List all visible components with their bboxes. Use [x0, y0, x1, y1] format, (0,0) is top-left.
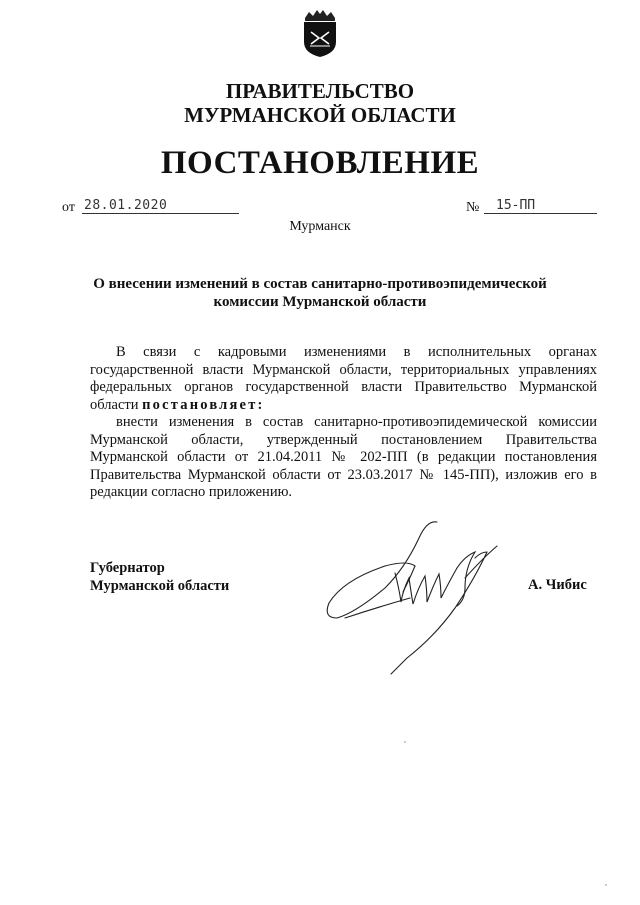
signatory-name: А. Чибис: [528, 577, 587, 593]
document-meta-row: [62, 198, 585, 218]
number-value: 15-ПП: [484, 198, 597, 214]
handwritten-signature: [315, 518, 515, 678]
signatory-title-line1: Губернатор: [90, 560, 165, 576]
document-body: [90, 344, 597, 502]
date-value: 28.01.2020: [82, 198, 239, 214]
document-subject: [90, 275, 550, 311]
subject-line1: О внесении изменений в состав санитарно-противоэпидемической: [93, 276, 547, 292]
body-paragraph-1: [90, 344, 597, 414]
city-name: Мурманск: [289, 219, 351, 234]
subject-line2: комиссии Мурманской области: [213, 294, 427, 310]
document-type: ПОСТАНОВЛЕНИЕ: [160, 145, 480, 181]
body-paragraph-2: внести изменения в состав санитарно-противоэпидемической комиссии Мурманской области, утвержденный постановлением Правительства Мурманской области от 21.04.2011 № 202-ПП (в редакции постановления Правительства Мурманской области от 23.03.2017 № 145-ПП), изложив его в редакции согласно приложению.: [90, 414, 597, 500]
organization-name-line2: МУРМАНСКОЙ ОБЛАСТИ: [184, 103, 456, 127]
date-label: от: [62, 200, 75, 215]
scan-speck: [605, 884, 607, 886]
coat-of-arms-icon: [299, 8, 341, 58]
organization-name-line1: ПРАВИТЕЛЬСТВО: [225, 79, 415, 103]
signatory-title: [90, 559, 229, 595]
paragraph-1-text: В связи с кадровыми изменениями в исполнительных органах государственной власти Мурманской области, территориальных управлениях федеральных органов государственной власти Правительство Мурманской области: [90, 344, 597, 413]
decree-keyword: постановляет:: [142, 396, 265, 413]
signatory-title-line2: Мурманской области: [90, 578, 230, 594]
scan-speck: [404, 741, 406, 743]
number-label: №: [466, 200, 480, 215]
